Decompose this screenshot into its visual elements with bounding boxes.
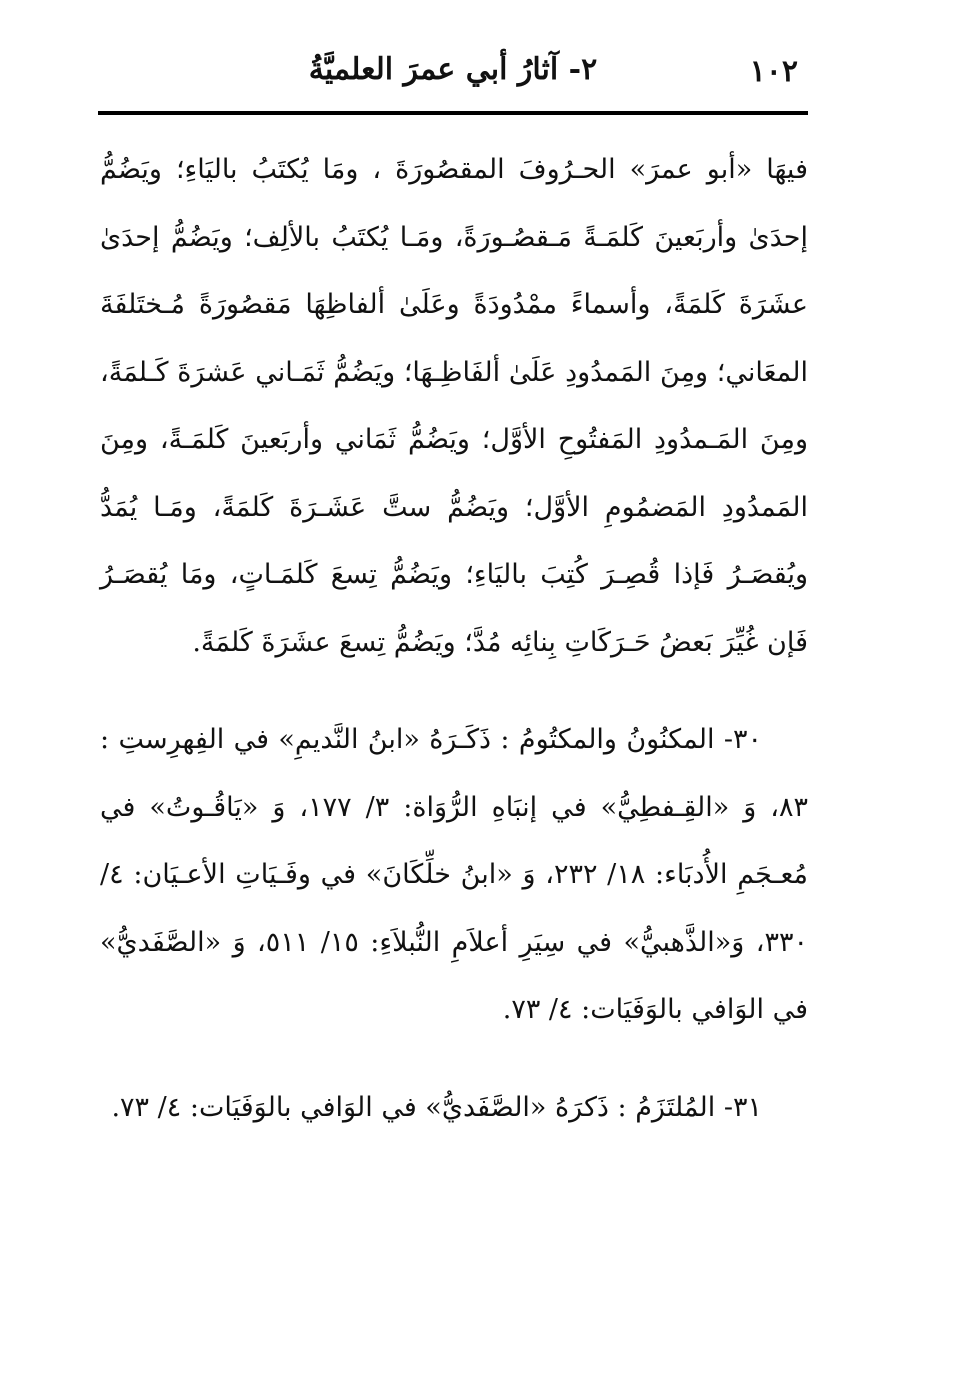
body-text xyxy=(100,136,808,1141)
entry-title: المكنُونُ والمكتُومُ xyxy=(518,724,715,755)
page-number: ١٠٢ xyxy=(749,54,798,89)
entry-text: : ذَكرَهُ «الصَّفَديُّ» في الوَافي بالوَفَيَات: ٤/ ٧٣. xyxy=(111,1091,636,1123)
page-header xyxy=(98,52,808,100)
entry-title: المُلتَزَمُ xyxy=(635,1091,716,1123)
entry-number: ٣٠- xyxy=(723,724,762,755)
entry-31 xyxy=(100,1074,808,1142)
entry-number: ٣١- xyxy=(723,1091,762,1123)
entry-30 xyxy=(100,706,808,1044)
entry-text: : ذَكَـرَهُ «ابنُ النَّديمِ» في الفِهرِستِ : ٨٣، وَ «القِـفطِيُّ» في إنبَاهِ الرُّوَاة: ٣/ ١٧٧، وَ «يَاقُـوتُ» في مُعـجَمِ الأُدبَاء: ١٨/ ٢٣٢، وَ «ابنُ خلِّكَانَ» في وفَـيَاتِ الأعـيَان: ٤/ ٣٣٠، وَ«الذَّهبيُّ» في سِيَرِ أعلاَمِ النُّبلاَءِ: ١٥/ ٥١١، وَ «الصَّفَديُّ» في الوَافي بالوَفَيَات: ٤/ ٧٣. xyxy=(100,724,809,1025)
paragraph-intro: فيهَا «أبو عمرَ» الحـرُوفَ المقصُورَةَ ، ومَا يُكتَبُ باليَاءِ؛ ويَضُمُّ إحدَىٰ وأربَعينَ كَلمَـةً مَـقصُـورَةً، ومَـا يُكتَبُ بالألِف؛ ويَضُمُّ إحدَىٰ عشَرَةَ كَلمَةً، وأسماءً ممْدُودَةً وعَلَىٰ ألفاظِهَا مَقصُورَةً مُـختَلفَةَ المعَاني؛ ومِنَ المَمدُودِ عَلَىٰ ألفَاظِـهَا؛ ويَضُمُّ ثَمَـاني عَشرَةَ كَـلمَةً، ومِنَ المَـمدُودِ المَفتُوحِ الأوَّل؛ ويَضُمُّ ثَمَاني وأربَعينَ كَلمَـةً، ومِنَ المَمدُودِ المَضمُومِ الأوَّل؛ ويَضُمُّ ستَّ عَشَـرَةَ كَلمَةً، ومَـا يُمَدُّ ويُقصَـرُ فَإذا قُصِـرَ كُتِبَ باليَاءِ؛ ويَضُمُّ تِسعَ كَلمَـاتٍ، ومَا يُقصَـرُ فَإن غُيِّرَ بَعضُ حَـرَكَاتِ بِنائِه مُدَّ؛ ويَضُمُّ تِسعَ عشَرَةَ كَلمَةً. xyxy=(100,154,808,658)
running-title: ٢- آثارُ أبي عمرَ العلميَّةُ xyxy=(308,52,598,87)
header-divider xyxy=(98,111,808,115)
